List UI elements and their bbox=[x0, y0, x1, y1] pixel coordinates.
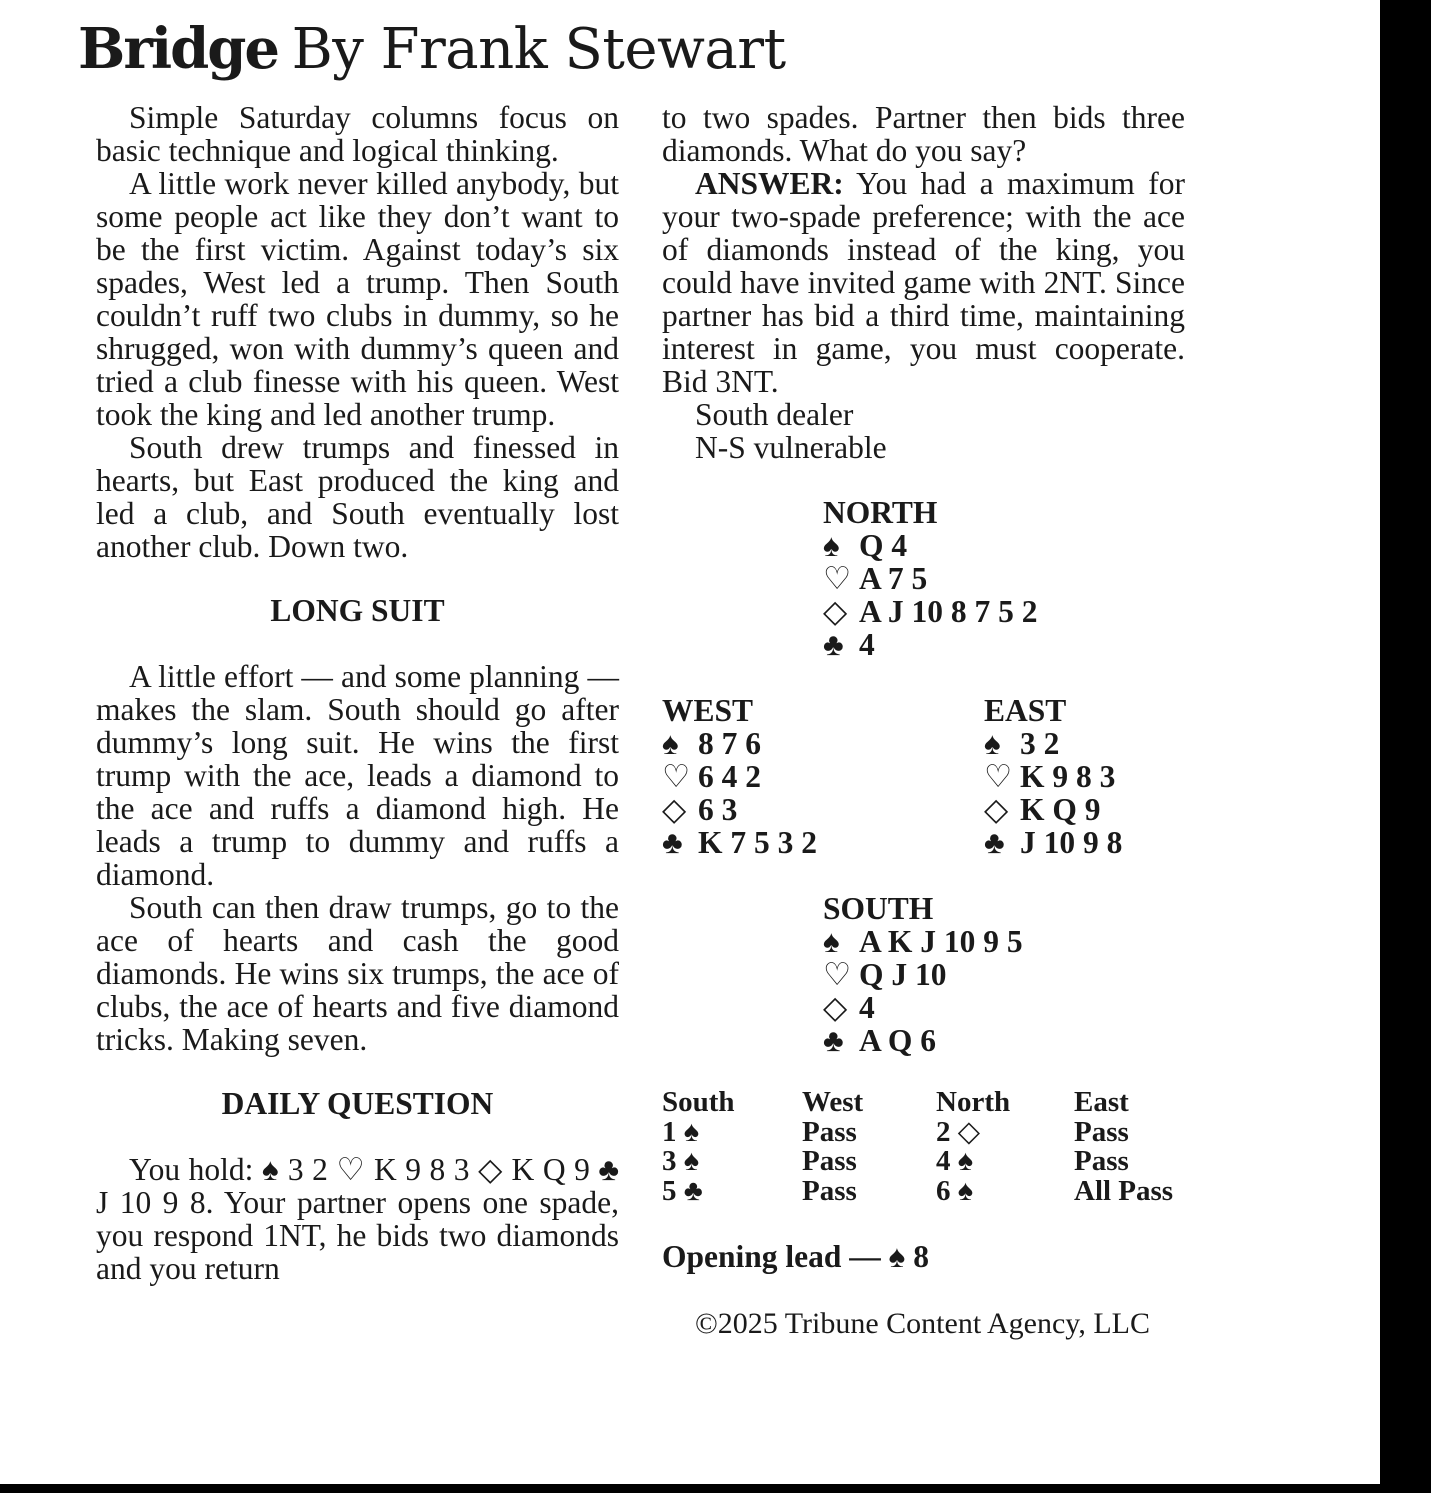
heart-icon: ♡ bbox=[823, 957, 852, 992]
cards: A Q 6 bbox=[859, 1023, 937, 1058]
question-rest: Your partner opens one spade, you respond 1NT, he bids two diamonds and you return bbox=[96, 1185, 619, 1286]
column-title: Bridge bbox=[78, 16, 279, 82]
diamond-icon: ◇ bbox=[823, 594, 848, 629]
auction-header-row bbox=[662, 1088, 1173, 1118]
club-icon: ♣ bbox=[984, 825, 1005, 860]
cards: 6 4 2 bbox=[698, 759, 761, 794]
club-icon: ♣ bbox=[823, 1023, 844, 1058]
bid: Pass bbox=[802, 1145, 857, 1177]
bid: All Pass bbox=[1074, 1174, 1174, 1207]
cards: K 7 5 3 2 bbox=[698, 825, 818, 860]
auction-header: North bbox=[936, 1086, 1011, 1118]
answer-text: You had a maximum for your two-spade preference; with the ace of diamonds instead of the king, you could have invited game with 2NT. Since partner has bid a third time, maintaining interest in game, you must cooperate. Bid 3NT. bbox=[662, 166, 1185, 399]
diamond-icon: ◇ bbox=[662, 792, 687, 827]
spade-icon: ♠ bbox=[261, 1152, 280, 1187]
cards: K 9 8 3 bbox=[1020, 759, 1116, 794]
cards: 4 bbox=[859, 990, 875, 1025]
club-icon: ♣ bbox=[823, 627, 844, 662]
spade-icon: ♠ bbox=[662, 726, 679, 761]
cards: J 10 9 8 bbox=[1020, 825, 1123, 860]
auction-table bbox=[662, 1088, 1173, 1206]
cards: A K J 10 9 5 bbox=[859, 924, 1023, 959]
suit-line-hearts bbox=[823, 958, 1023, 991]
auction-header: East bbox=[1074, 1086, 1129, 1118]
auction-row bbox=[662, 1147, 1173, 1177]
bid: Pass bbox=[1074, 1145, 1129, 1177]
question-hearts: K 9 8 3 bbox=[373, 1152, 470, 1187]
vulnerability: N-S vulnerable bbox=[695, 430, 887, 465]
left-column bbox=[96, 101, 619, 1285]
auction-header: West bbox=[802, 1086, 864, 1118]
paragraph: Simple Saturday columns focus on basic technique and logical thinking. bbox=[96, 100, 619, 168]
answer-label: ANSWER: bbox=[695, 166, 844, 201]
hand-north bbox=[823, 496, 1038, 661]
masthead bbox=[78, 14, 786, 85]
cards: 3 2 bbox=[1020, 726, 1060, 761]
bid: 3 ♠ bbox=[662, 1145, 700, 1177]
suit-line-hearts bbox=[823, 562, 1038, 595]
cards: Q J 10 bbox=[859, 957, 947, 992]
spade-icon: ♠ bbox=[823, 924, 840, 959]
section-heading-long-suit: LONG SUIT bbox=[270, 593, 445, 628]
paragraph: A little work never killed anybody, but some people act like they don’t want to be the first victim. Against today’s six spades, West led a trump. Then South couldn’t ruff two clubs in dummy, so he shrugged, won with dummy’s queen and tried a club finesse with his queen. West took the king and led another trump. bbox=[96, 166, 619, 432]
hand-label: SOUTH bbox=[823, 891, 934, 926]
suit-line-spades bbox=[984, 727, 1122, 760]
suit-line-hearts bbox=[662, 760, 817, 793]
suit-line-clubs bbox=[823, 1024, 1023, 1057]
right-column bbox=[662, 101, 1185, 464]
heart-icon: ♡ bbox=[336, 1152, 366, 1187]
suit-line-diamonds bbox=[662, 793, 817, 826]
bid: 5 ♣ bbox=[662, 1174, 703, 1207]
question-spades: 3 2 bbox=[287, 1152, 328, 1187]
bid: Pass bbox=[802, 1115, 857, 1148]
deal-diagram bbox=[662, 496, 1282, 1056]
suit-line-clubs bbox=[823, 628, 1038, 661]
bid: Pass bbox=[1074, 1115, 1129, 1148]
suit-line-spades bbox=[662, 727, 817, 760]
paragraph: South drew trumps and finessed in hearts, but East produced the king and led a club, and South eventually lost another club. Down two. bbox=[96, 430, 619, 564]
bid: 1 ♠ bbox=[662, 1115, 700, 1148]
hand-east bbox=[984, 694, 1122, 859]
heart-icon: ♡ bbox=[823, 561, 852, 596]
suit-line-diamonds bbox=[984, 793, 1122, 826]
cards: 8 7 6 bbox=[698, 726, 761, 761]
suit-line-spades bbox=[823, 925, 1023, 958]
copyright: ©2025 Tribune Content Agency, LLC bbox=[695, 1307, 1151, 1340]
heart-icon: ♡ bbox=[984, 759, 1013, 794]
bid: 2 ◇ bbox=[936, 1115, 981, 1148]
paragraph: A little effort — and some planning — makes the slam. South should go after dummy’s long suit. He wins the first trump with the ace, leads a diamond to the ace and ruffs a diamond high. He leads a trump to dummy and ruffs a diamond. bbox=[96, 659, 619, 892]
question-intro: You hold: bbox=[129, 1152, 254, 1187]
cards: K Q 9 bbox=[1020, 792, 1101, 827]
diamond-icon: ◇ bbox=[478, 1152, 503, 1187]
cards: A 7 5 bbox=[859, 561, 928, 596]
bid: 4 ♠ bbox=[936, 1145, 974, 1177]
suit-line-diamonds bbox=[823, 991, 1023, 1024]
hand-label: EAST bbox=[984, 693, 1067, 728]
spade-icon: ♠ bbox=[984, 726, 1001, 761]
answer-paragraph bbox=[662, 167, 1185, 398]
diamond-icon: ◇ bbox=[823, 990, 848, 1025]
section-heading-daily-question: DAILY QUESTION bbox=[221, 1086, 494, 1121]
paragraph: South can then draw trumps, go to the ace of hearts and cash the good diamonds. He wins six trumps, the ace of clubs, the ace of hearts and five diamond tricks. Making seven. bbox=[96, 890, 619, 1057]
hand-label: WEST bbox=[662, 693, 754, 728]
club-icon: ♣ bbox=[598, 1152, 620, 1187]
suit-line-hearts bbox=[984, 760, 1122, 793]
suit-line-diamonds bbox=[823, 595, 1038, 628]
suit-line-clubs bbox=[662, 826, 817, 859]
daily-question-text bbox=[96, 1153, 619, 1285]
byline: By Frank Stewart bbox=[291, 17, 786, 82]
question-diamonds: K Q 9 bbox=[511, 1152, 590, 1187]
club-icon: ♣ bbox=[662, 825, 683, 860]
hand-south bbox=[823, 892, 1023, 1057]
heart-icon: ♡ bbox=[662, 759, 691, 794]
cards: Q 4 bbox=[859, 528, 908, 563]
suit-line-spades bbox=[823, 529, 1038, 562]
hand-label: NORTH bbox=[823, 495, 938, 530]
hand-west bbox=[662, 694, 817, 859]
opening-lead: Opening lead — ♠ 8 bbox=[662, 1239, 930, 1274]
auction-row bbox=[662, 1118, 1173, 1148]
paragraph: to two spades. Partner then bids three diamonds. What do you say? bbox=[662, 100, 1185, 168]
suit-line-clubs bbox=[984, 826, 1122, 859]
diamond-icon: ◇ bbox=[984, 792, 1009, 827]
cards: A J 10 8 7 5 2 bbox=[859, 594, 1038, 629]
bid: 6 ♠ bbox=[936, 1174, 974, 1207]
dealer: South dealer bbox=[695, 397, 854, 432]
question-clubs: J 10 9 8. bbox=[96, 1185, 214, 1220]
cards: 4 bbox=[859, 627, 875, 662]
auction-row bbox=[662, 1177, 1173, 1207]
cards: 6 3 bbox=[698, 792, 738, 827]
auction-header: South bbox=[662, 1086, 735, 1118]
spade-icon: ♠ bbox=[823, 528, 840, 563]
bid: Pass bbox=[802, 1174, 857, 1207]
